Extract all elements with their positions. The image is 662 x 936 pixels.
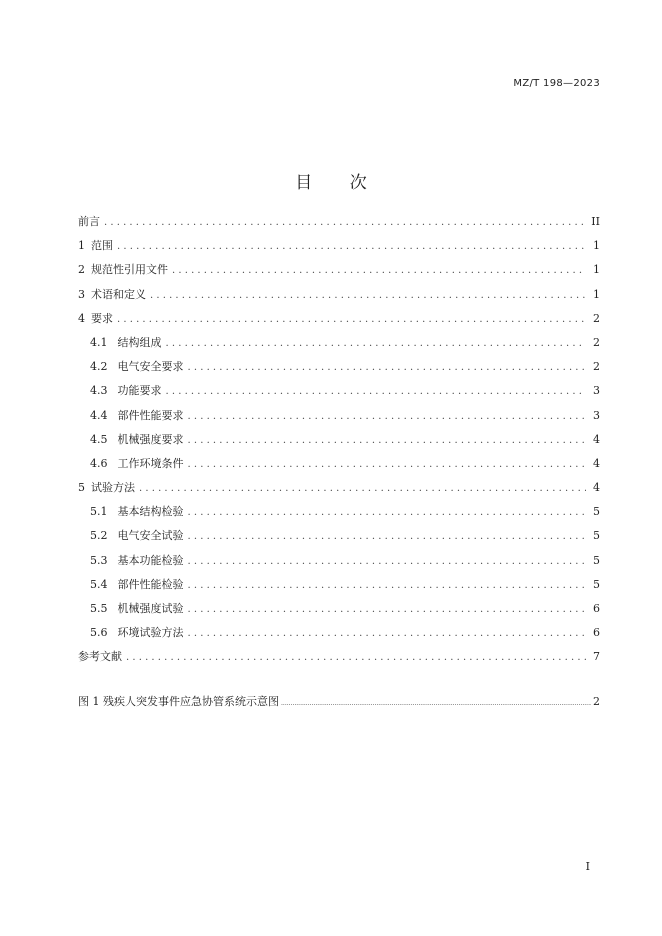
figure-list (78, 692, 600, 714)
toc-entry-page: 6 (593, 602, 600, 615)
standard-code: MZ/T 198—2023 (513, 78, 600, 89)
figure-entry-page: 2 (593, 695, 600, 708)
toc-entry-page: 1 (593, 287, 600, 301)
toc-entry-label: 机械强度要求 (117, 432, 184, 446)
dot-leader (188, 550, 587, 574)
toc-entry[interactable] (78, 234, 600, 258)
figure-entry-label: 图 1 残疾人突发事件应急协管系统示意图 (78, 695, 279, 708)
toc-entry-number: 2 (78, 263, 85, 277)
dot-leader (117, 235, 586, 259)
dot-leader (172, 259, 586, 283)
toc-entry-label: 功能要求 (117, 384, 162, 398)
toc-entry-page: 3 (593, 408, 600, 422)
dot-leader (117, 308, 586, 332)
toc-entry[interactable] (78, 621, 600, 645)
dot-leader (188, 525, 587, 549)
toc-entry-label: 电气安全试验 (117, 529, 184, 543)
toc-entry[interactable] (78, 524, 600, 548)
toc-entry[interactable] (78, 549, 600, 573)
toc-entry-label: 规范性引用文件 (91, 263, 168, 277)
dot-leader (188, 453, 587, 477)
toc-entry-label: 范围 (91, 239, 113, 253)
dot-leader (188, 598, 587, 622)
dot-leader (188, 574, 587, 598)
toc-entry-page: 2 (593, 335, 600, 349)
toc-entry-label: 电气安全要求 (117, 360, 184, 374)
toc-entry-number: 3 (78, 287, 85, 301)
toc-entry[interactable] (78, 355, 600, 379)
dot-leader (281, 694, 591, 714)
toc-entry[interactable] (78, 283, 600, 307)
toc-entry[interactable] (78, 428, 600, 452)
toc-entry[interactable] (78, 452, 600, 476)
toc-entry-label: 机械强度试验 (117, 602, 184, 615)
toc-entry-page: 3 (593, 384, 600, 398)
toc-entry-page: 2 (593, 360, 600, 374)
toc-entry[interactable] (78, 210, 600, 234)
dot-leader (150, 284, 586, 308)
toc-entry-label: 基本功能检验 (117, 553, 184, 567)
toc-entry-number: 5.1 (90, 505, 108, 519)
toc-entry[interactable] (78, 404, 600, 428)
dot-leader (188, 501, 587, 525)
toc-entry-number: 5.5 (90, 602, 108, 615)
toc-entry-page: 1 (593, 239, 600, 253)
toc-entry-number: 5.3 (90, 553, 108, 567)
toc-entry-page: 5 (593, 553, 600, 567)
toc-entry-number: 4.2 (90, 360, 108, 374)
toc-entry-number: 5.2 (90, 529, 108, 543)
toc-entry[interactable] (78, 597, 600, 621)
toc-entry-page: 4 (593, 481, 600, 495)
toc-entry-label: 前言 (78, 215, 100, 228)
toc-entry-label: 部件性能要求 (117, 408, 184, 422)
dot-leader (166, 380, 587, 404)
toc-entry-page: 7 (593, 650, 600, 664)
toc-entry[interactable] (78, 476, 600, 500)
toc-entry[interactable] (78, 500, 600, 524)
page-title: 目 次 (295, 173, 383, 193)
toc-entry-label: 参考文献 (78, 650, 122, 664)
dot-leader (126, 646, 586, 670)
dot-leader (104, 211, 586, 235)
toc-entry-page: 4 (593, 456, 600, 470)
toc-entry[interactable] (78, 573, 600, 597)
toc-entry-page: 5 (593, 529, 600, 543)
toc-entry-number: 5 (78, 481, 85, 495)
dot-leader (139, 477, 586, 501)
toc-entry[interactable] (78, 258, 600, 282)
toc-entry-number: 5.4 (90, 577, 108, 591)
toc-entry-number: 4 (78, 311, 85, 325)
toc-entry-page: 2 (593, 311, 600, 325)
toc-entry-page: 1 (593, 263, 600, 277)
toc-entry-number: 4.6 (90, 456, 108, 470)
toc-entry-page: II (591, 215, 600, 228)
page-number: I (585, 860, 590, 873)
dot-leader (188, 622, 587, 646)
dot-leader (188, 429, 587, 453)
toc-entry-page: 4 (593, 432, 600, 446)
dot-leader (188, 356, 587, 380)
toc-entry-number: 4.5 (90, 432, 108, 446)
toc-entry-label: 部件性能检验 (117, 577, 184, 591)
toc-entry-label: 要求 (91, 311, 113, 325)
toc-entry-number: 5.6 (90, 626, 108, 640)
toc-entry-number: 4.3 (90, 384, 108, 398)
toc-entry-label: 术语和定义 (91, 287, 146, 301)
toc-entry-page: 5 (593, 577, 600, 591)
toc-entry[interactable] (78, 645, 600, 669)
toc-entry-label: 结构组成 (117, 335, 162, 349)
table-of-contents (78, 210, 600, 670)
dot-leader (188, 405, 587, 429)
toc-entry-label: 工作环境条件 (117, 456, 184, 470)
toc-entry[interactable] (78, 379, 600, 403)
toc-entry[interactable] (78, 307, 600, 331)
toc-entry-page: 6 (593, 626, 600, 640)
toc-entry-label: 环境试验方法 (117, 626, 184, 640)
toc-entry-label: 试验方法 (91, 481, 135, 495)
toc-entry-number: 1 (78, 239, 85, 253)
toc-entry-label: 基本结构检验 (117, 505, 184, 519)
figure-entry[interactable] (78, 692, 600, 714)
toc-entry-page: 5 (593, 505, 600, 519)
toc-entry-number: 4.1 (90, 335, 108, 349)
toc-entry-number: 4.4 (90, 408, 108, 422)
toc-entry[interactable] (78, 331, 600, 355)
dot-leader (166, 332, 587, 356)
